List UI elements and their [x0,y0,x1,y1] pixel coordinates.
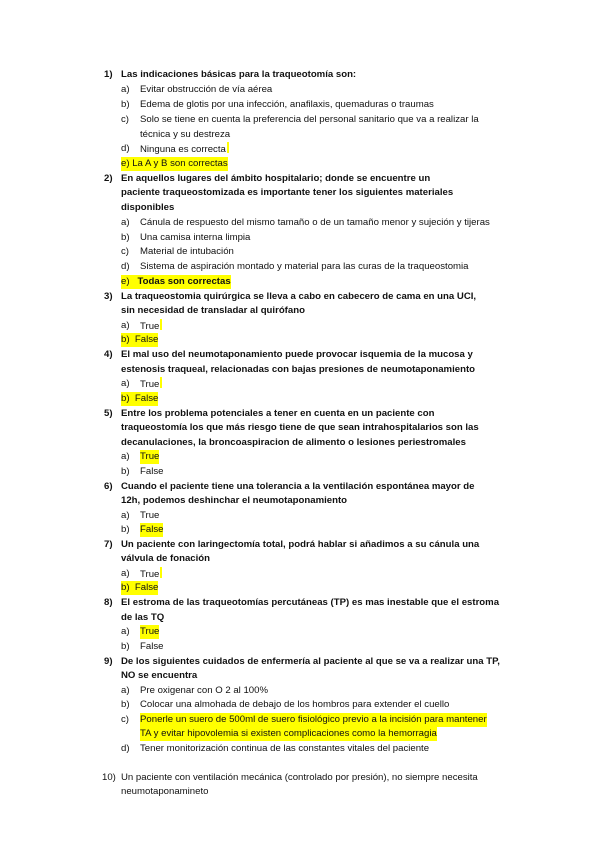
question-text: 12h, podemos deshinchar el neumotaponamiento [121,495,348,506]
question-number: 4) [104,349,113,360]
question-number: 3) [104,291,113,302]
option-label: b) [121,334,130,345]
question-number: 10) [102,772,116,783]
option-label: c) [121,246,129,257]
option-label: d) [121,143,130,154]
question-text: Entre los problema potenciales a tener en cuenta en un paciente con [121,408,435,419]
highlight-mark [160,319,162,330]
question-text: Un paciente con laringectomía total, podrá hablar si añadimos a su cánula una [121,539,480,550]
question-text: decanulaciones, la broncoaspiracion de alimento o lesiones periestromales [121,437,466,448]
question-text: paciente traqueostomizada es importante tener los siguientes materiales [121,187,454,198]
option-label: a) [121,320,130,331]
question-text: De los siguientes cuidados de enfermería al paciente al que se va a realizar una TP, [121,656,500,667]
question-text: Las indicaciones básicas para la traqueotomía son: [121,69,357,80]
option-text: Material de intubación [140,246,234,257]
option-text: False [134,582,159,593]
option-text: Sistema de aspiración montado y material para las curas de la traqueostomia [140,261,469,272]
option-text-wrap [140,377,162,392]
option-text: Colocar una almohada de debajo de los hombros para extender el cuello [140,699,450,710]
highlight-mark [227,142,229,153]
option-label: b) [121,393,130,404]
option-label: a) [121,685,130,696]
question-number: 8) [104,597,113,608]
question-text: estenosis traqueal, relacionadas con bajas presiones de neumotaponamiento [121,364,476,375]
option-text-highlighted: TA y evitar hipovolemia si existen complicaciones como la hemorragia [140,728,437,739]
option-label: a) [121,378,130,389]
option-text: Tener monitorización continua de las constantes vitales del paciente [140,743,430,754]
question-number: 2) [104,173,113,184]
option-text: True [140,379,160,390]
question-text: sin necesidad de transladar al quirófano [121,305,305,316]
question-number: 6) [104,481,113,492]
highlighted-answer [121,581,158,595]
option-text-wrap [140,567,162,582]
option-text-wrap [140,142,229,157]
option-label: d) [121,261,130,272]
option-text-highlighted: True [140,451,160,462]
option-text: Edema de glotis por una infección, anafilaxis, quemaduras o traumas [140,99,434,110]
option-label: c) [121,114,129,125]
question-number: 1) [104,69,113,80]
option-text: Solo se tiene en cuenta la preferencia del personal sanitario que va a realizar la [140,114,479,125]
question-text: El estroma de las traqueotomías percutáneas (TP) es mas inestable que el estroma [121,597,500,608]
question-text: NO se encuentra [121,670,198,681]
option-label: a) [121,451,130,462]
question-text: disponibles [121,202,175,213]
option-text-highlighted: True [140,626,160,637]
question-text: válvula de fonación [121,553,211,564]
option-label: c) [121,714,129,725]
option-label: b) [121,99,130,110]
option-text: True [140,569,160,580]
option-label: b) [121,699,130,710]
highlight-mark [160,567,162,578]
question-number: 9) [104,656,113,667]
option-text: La A y B son correctas [132,158,228,169]
highlighted-answer [121,333,158,347]
option-label: a) [121,626,130,637]
option-label: b) [121,641,130,652]
highlighted-answer [121,392,158,406]
question-number: 7) [104,539,113,550]
option-text: False [140,641,164,652]
option-label: e) [121,276,130,287]
option-text: True [140,321,160,332]
highlight-mark [160,377,162,388]
option-text: False [134,334,159,345]
question-text: El mal uso del neumotaponamiento puede provocar isquemia de la mucosa y [121,349,473,360]
option-label: e) [121,158,130,169]
highlighted-answer [121,275,231,289]
option-label: a) [121,568,130,579]
option-text: Cánula de respuesto del mismo tamaño o de un tamaño menor y sujeción y tijeras [140,217,490,228]
option-label: b) [121,466,130,477]
question-number: 5) [104,408,113,419]
question-text: Un paciente con ventilación mecánica (controlado por presión), no siempre necesita [121,772,478,783]
question-text: de las TQ [121,612,165,623]
option-label: b) [121,232,130,243]
question-text: traqueostomía los que más riesgo tiene de que sean intrahospitalarios son las [121,422,479,433]
option-text: True [140,510,160,521]
question-text: neumotaponamineto [121,786,209,797]
option-text: Todas son correctas [137,276,231,287]
option-text-highlighted: Ponerle un suero de 500ml de suero fisiológico previo a la incisión para mantener [140,714,487,725]
option-text: Pre oxigenar con O 2 al 100% [140,685,268,696]
option-text: técnica y su destreza [140,129,231,140]
option-label: a) [121,217,130,228]
option-label: a) [121,510,130,521]
highlighted-answer [121,157,228,171]
option-text: Evitar obstrucción de vía aérea [140,84,273,95]
option-label: b) [121,582,130,593]
option-text-highlighted: False [140,524,164,535]
option-label: a) [121,84,130,95]
option-text: Ninguna es correcta [140,144,226,155]
question-text: Cuando el paciente tiene una tolerancia a la ventilación espontánea mayor de [121,481,475,492]
option-label: b) [121,524,130,535]
question-text: La traqueostomia quirúrgica se lleva a cabo en cabecero de cama en una UCI, [121,291,477,302]
option-text: Una camisa interna limpia [140,232,251,243]
option-text: False [134,393,159,404]
option-text: False [140,466,164,477]
option-label: d) [121,743,130,754]
question-text: En aquellos lugares del ámbito hospitalario; donde se encuentre un [121,173,431,184]
option-text-wrap [140,319,162,334]
